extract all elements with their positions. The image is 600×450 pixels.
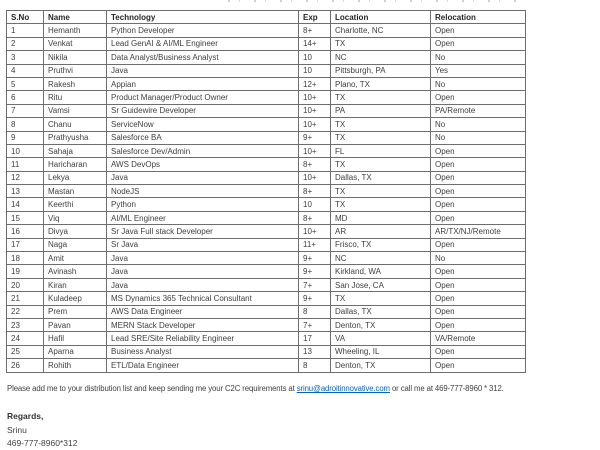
cell-exp: 8 bbox=[299, 305, 331, 318]
cell-sno: 25 bbox=[7, 345, 44, 358]
table-row bbox=[7, 91, 526, 104]
cell-sno: 15 bbox=[7, 211, 44, 224]
cell-location: MD bbox=[331, 211, 431, 224]
cell-name: Rakesh bbox=[44, 77, 107, 90]
cell-name: Vamsi bbox=[44, 104, 107, 117]
signature-regards: Regards, bbox=[7, 411, 44, 421]
cell-relocation: Open bbox=[431, 292, 526, 305]
cell-exp: 10 bbox=[299, 198, 331, 211]
cell-name: Rohith bbox=[44, 359, 107, 372]
cell-relocation: Open bbox=[431, 359, 526, 372]
table-row bbox=[7, 37, 526, 50]
cell-name: Ritu bbox=[44, 91, 107, 104]
cell-name: Prem bbox=[44, 305, 107, 318]
cell-sno: 6 bbox=[7, 91, 44, 104]
cell-technology: Sr Guidewire Developer bbox=[107, 104, 299, 117]
cell-technology: Product Manager/Product Owner bbox=[107, 91, 299, 104]
table-row bbox=[7, 292, 526, 305]
cell-technology: Business Analyst bbox=[107, 345, 299, 358]
cell-location: TX bbox=[331, 198, 431, 211]
cell-name: Lekya bbox=[44, 171, 107, 184]
column-header: S.No bbox=[7, 11, 44, 24]
cell-exp: 12+ bbox=[299, 77, 331, 90]
table-row bbox=[7, 131, 526, 144]
cell-sno: 18 bbox=[7, 252, 44, 265]
cell-location: Dallas, TX bbox=[331, 305, 431, 318]
note-text-after: or call me at 469-777-8960 * 312. bbox=[389, 384, 504, 393]
cell-exp: 10 bbox=[299, 64, 331, 77]
cell-name: Viq bbox=[44, 211, 107, 224]
column-header: Relocation bbox=[431, 11, 526, 24]
cell-sno: 26 bbox=[7, 359, 44, 372]
cell-exp: 13 bbox=[299, 345, 331, 358]
cell-sno: 19 bbox=[7, 265, 44, 278]
cell-name: Chanu bbox=[44, 118, 107, 131]
cell-location: Dallas, TX bbox=[331, 171, 431, 184]
cell-relocation: Open bbox=[431, 91, 526, 104]
cell-location: TX bbox=[331, 91, 431, 104]
cell-exp: 10+ bbox=[299, 144, 331, 157]
cell-location: Denton, TX bbox=[331, 318, 431, 331]
cell-relocation: Open bbox=[431, 171, 526, 184]
cell-sno: 24 bbox=[7, 332, 44, 345]
cell-technology: AI/ML Engineer bbox=[107, 211, 299, 224]
cell-technology: Java bbox=[107, 252, 299, 265]
cell-location: TX bbox=[331, 118, 431, 131]
table-row bbox=[7, 318, 526, 331]
cell-relocation: VA/Remote bbox=[431, 332, 526, 345]
cell-technology: Salesforce BA bbox=[107, 131, 299, 144]
table-row bbox=[7, 225, 526, 238]
distribution-note bbox=[7, 384, 504, 393]
cell-technology: Java bbox=[107, 278, 299, 291]
cell-exp: 10+ bbox=[299, 91, 331, 104]
table-row bbox=[7, 171, 526, 184]
clipped-text-fragment bbox=[228, 0, 524, 2]
table-row bbox=[7, 158, 526, 171]
cell-relocation: Open bbox=[431, 278, 526, 291]
cell-name: Kiran bbox=[44, 278, 107, 291]
cell-exp: 8+ bbox=[299, 211, 331, 224]
cell-relocation: Open bbox=[431, 158, 526, 171]
cell-sno: 11 bbox=[7, 158, 44, 171]
cell-technology: ServiceNow bbox=[107, 118, 299, 131]
cell-sno: 12 bbox=[7, 171, 44, 184]
table-row bbox=[7, 305, 526, 318]
cell-location: Denton, TX bbox=[331, 359, 431, 372]
signature-phone: 469-777-8960*312 bbox=[7, 438, 78, 448]
table-row bbox=[7, 278, 526, 291]
cell-sno: 7 bbox=[7, 104, 44, 117]
cell-technology: Python bbox=[107, 198, 299, 211]
cell-name: Sahaja bbox=[44, 144, 107, 157]
cell-technology: Data Analyst/Business Analyst bbox=[107, 51, 299, 64]
table-row bbox=[7, 345, 526, 358]
table-row bbox=[7, 104, 526, 117]
cell-relocation: No bbox=[431, 118, 526, 131]
table-row bbox=[7, 211, 526, 224]
cell-exp: 14+ bbox=[299, 37, 331, 50]
cell-technology: Lead GenAI & AI/ML Engineer bbox=[107, 37, 299, 50]
cell-name: Kuladeep bbox=[44, 292, 107, 305]
table-row bbox=[7, 24, 526, 37]
cell-relocation: Open bbox=[431, 37, 526, 50]
signature-block bbox=[7, 410, 77, 450]
table-row bbox=[7, 64, 526, 77]
cell-name: Prathyusha bbox=[44, 131, 107, 144]
cell-relocation: PA/Remote bbox=[431, 104, 526, 117]
cell-exp: 10+ bbox=[299, 225, 331, 238]
cell-sno: 1 bbox=[7, 24, 44, 37]
cell-name: Amit bbox=[44, 252, 107, 265]
cell-relocation: No bbox=[431, 131, 526, 144]
cell-location: NC bbox=[331, 252, 431, 265]
cell-name: Keerthi bbox=[44, 198, 107, 211]
cell-sno: 9 bbox=[7, 131, 44, 144]
cell-relocation: Yes bbox=[431, 64, 526, 77]
cell-exp: 9+ bbox=[299, 131, 331, 144]
cell-location: TX bbox=[331, 292, 431, 305]
cell-location: San Jose, CA bbox=[331, 278, 431, 291]
cell-sno: 20 bbox=[7, 278, 44, 291]
column-header: Name bbox=[44, 11, 107, 24]
email-link[interactable]: srinu@adroitinnovative.com bbox=[296, 384, 390, 393]
cell-location: TX bbox=[331, 37, 431, 50]
cell-exp: 8+ bbox=[299, 185, 331, 198]
cell-location: PA bbox=[331, 104, 431, 117]
column-header: Exp bbox=[299, 11, 331, 24]
cell-sno: 23 bbox=[7, 318, 44, 331]
candidates-table bbox=[6, 10, 526, 373]
table-row bbox=[7, 252, 526, 265]
cell-technology: Java bbox=[107, 171, 299, 184]
cell-technology: NodeJS bbox=[107, 185, 299, 198]
cell-relocation: Open bbox=[431, 24, 526, 37]
cell-exp: 7+ bbox=[299, 318, 331, 331]
table-row bbox=[7, 118, 526, 131]
note-text-before: Please add me to your distribution list and keep sending me your C2C requirements at bbox=[7, 384, 297, 393]
cell-name: Venkat bbox=[44, 37, 107, 50]
cell-name: Haricharan bbox=[44, 158, 107, 171]
cell-sno: 21 bbox=[7, 292, 44, 305]
cell-technology: Lead SRE/Site Reliability Engineer bbox=[107, 332, 299, 345]
table-header-row bbox=[7, 11, 526, 24]
table-body bbox=[7, 24, 526, 372]
cell-technology: AWS Data Engineer bbox=[107, 305, 299, 318]
column-header: Location bbox=[331, 11, 431, 24]
cell-name: Pruthvi bbox=[44, 64, 107, 77]
signature-name: Srinu bbox=[7, 424, 27, 435]
cell-relocation: Open bbox=[431, 211, 526, 224]
cell-sno: 13 bbox=[7, 185, 44, 198]
table-row bbox=[7, 359, 526, 372]
cell-technology: Appian bbox=[107, 77, 299, 90]
cell-sno: 10 bbox=[7, 144, 44, 157]
cell-relocation: Open bbox=[431, 305, 526, 318]
cell-name: Naga bbox=[44, 238, 107, 251]
cell-technology: Sr Java bbox=[107, 238, 299, 251]
cell-location: Charlotte, NC bbox=[331, 24, 431, 37]
table-row bbox=[7, 185, 526, 198]
cell-name: Hafil bbox=[44, 332, 107, 345]
cell-relocation: Open bbox=[431, 318, 526, 331]
cell-sno: 2 bbox=[7, 37, 44, 50]
cell-technology: MS Dynamics 365 Technical Consultant bbox=[107, 292, 299, 305]
cell-technology: Python Developer bbox=[107, 24, 299, 37]
cell-technology: AWS DevOps bbox=[107, 158, 299, 171]
cell-name: Aparna bbox=[44, 345, 107, 358]
cell-sno: 22 bbox=[7, 305, 44, 318]
table-row bbox=[7, 144, 526, 157]
cell-relocation: No bbox=[431, 77, 526, 90]
cell-location: TX bbox=[331, 131, 431, 144]
table-row bbox=[7, 238, 526, 251]
cell-location: TX bbox=[331, 185, 431, 198]
cell-sno: 17 bbox=[7, 238, 44, 251]
table-row bbox=[7, 332, 526, 345]
table-row bbox=[7, 77, 526, 90]
cell-exp: 7+ bbox=[299, 278, 331, 291]
column-header: Technology bbox=[107, 11, 299, 24]
cell-name: Pavan bbox=[44, 318, 107, 331]
cell-name: Avinash bbox=[44, 265, 107, 278]
cell-location: VA bbox=[331, 332, 431, 345]
cell-exp: 10 bbox=[299, 51, 331, 64]
cell-name: Divya bbox=[44, 225, 107, 238]
cell-relocation: Open bbox=[431, 198, 526, 211]
cell-sno: 8 bbox=[7, 118, 44, 131]
cell-relocation: Open bbox=[431, 238, 526, 251]
cell-technology: Sr Java Full stack Developer bbox=[107, 225, 299, 238]
cell-exp: 11+ bbox=[299, 238, 331, 251]
cell-relocation: No bbox=[431, 51, 526, 64]
cell-relocation: Open bbox=[431, 345, 526, 358]
cell-name: Mastan bbox=[44, 185, 107, 198]
cell-sno: 5 bbox=[7, 77, 44, 90]
cell-exp: 10+ bbox=[299, 104, 331, 117]
cell-relocation: Open bbox=[431, 144, 526, 157]
cell-location: TX bbox=[331, 158, 431, 171]
cell-location: Kirkland, WA bbox=[331, 265, 431, 278]
cell-exp: 17 bbox=[299, 332, 331, 345]
cell-technology: Java bbox=[107, 64, 299, 77]
table-row bbox=[7, 198, 526, 211]
cell-exp: 8+ bbox=[299, 24, 331, 37]
cell-sno: 16 bbox=[7, 225, 44, 238]
cell-technology: MERN Stack Developer bbox=[107, 318, 299, 331]
cell-relocation: No bbox=[431, 252, 526, 265]
table-row bbox=[7, 51, 526, 64]
cell-exp: 10+ bbox=[299, 118, 331, 131]
cell-name: Hemanth bbox=[44, 24, 107, 37]
cell-relocation: Open bbox=[431, 185, 526, 198]
cell-location: Plano, TX bbox=[331, 77, 431, 90]
cell-exp: 9+ bbox=[299, 265, 331, 278]
cell-exp: 10+ bbox=[299, 171, 331, 184]
cell-exp: 9+ bbox=[299, 292, 331, 305]
cell-location: Wheeling, IL bbox=[331, 345, 431, 358]
cell-relocation: AR/TX/NJ/Remote bbox=[431, 225, 526, 238]
cell-sno: 3 bbox=[7, 51, 44, 64]
cell-location: Pittsburgh, PA bbox=[331, 64, 431, 77]
cell-sno: 14 bbox=[7, 198, 44, 211]
cell-exp: 8+ bbox=[299, 158, 331, 171]
cell-sno: 4 bbox=[7, 64, 44, 77]
cell-location: NC bbox=[331, 51, 431, 64]
cell-technology: ETL/Data Engineer bbox=[107, 359, 299, 372]
cell-exp: 9+ bbox=[299, 252, 331, 265]
cell-exp: 8 bbox=[299, 359, 331, 372]
cell-technology: Salesforce Dev/Admin bbox=[107, 144, 299, 157]
cell-location: FL bbox=[331, 144, 431, 157]
cell-location: AR bbox=[331, 225, 431, 238]
cell-relocation: Open bbox=[431, 265, 526, 278]
cell-technology: Java bbox=[107, 265, 299, 278]
table-row bbox=[7, 265, 526, 278]
cell-name: Nikila bbox=[44, 51, 107, 64]
cell-location: Frisco, TX bbox=[331, 238, 431, 251]
